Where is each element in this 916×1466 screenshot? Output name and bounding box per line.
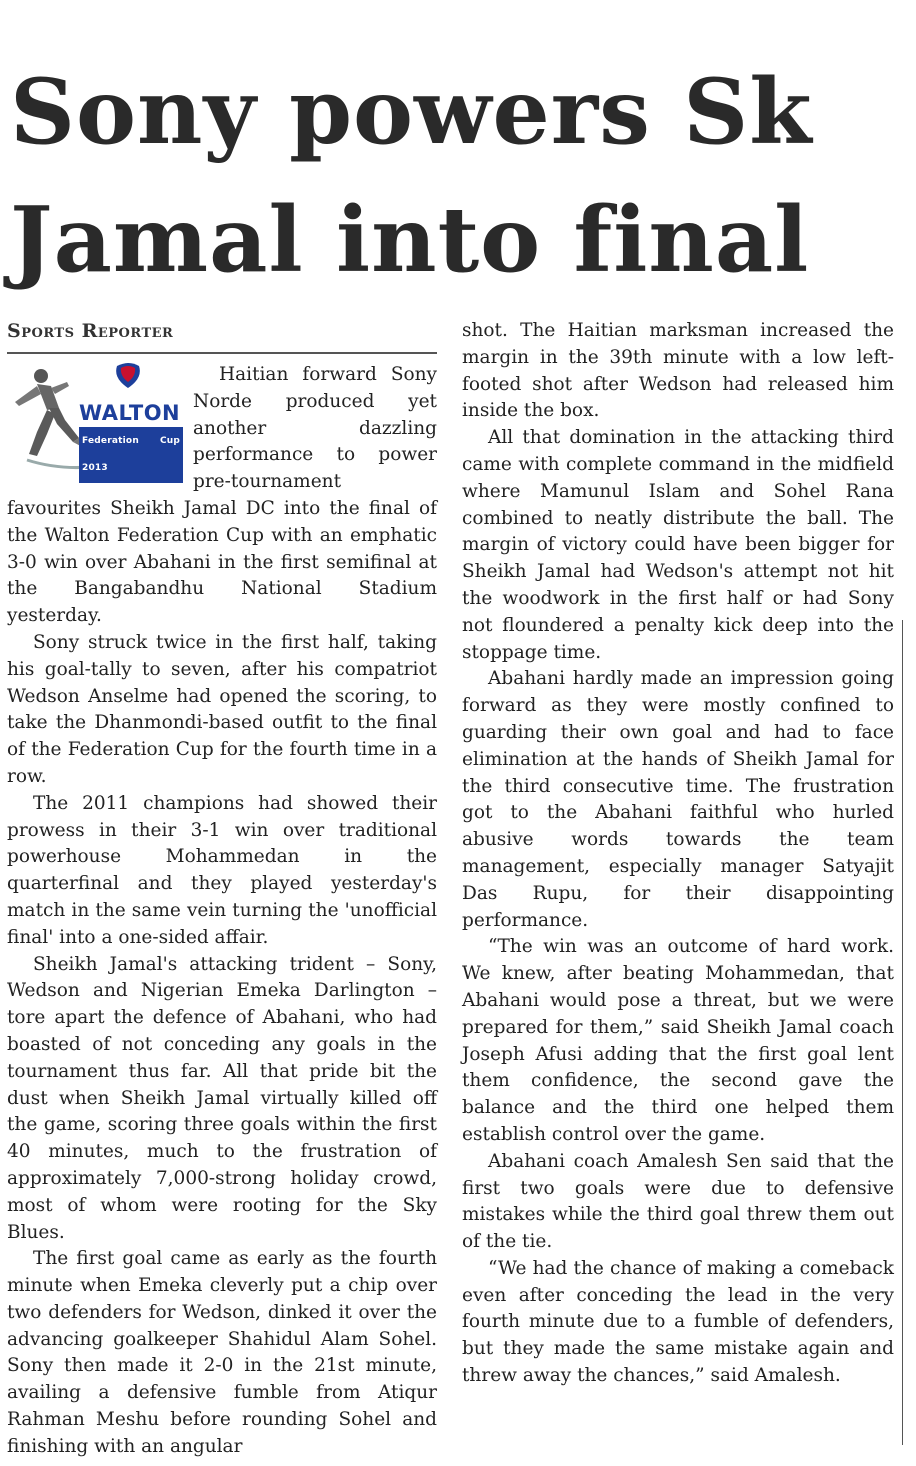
article-column-left <box>7 318 437 1461</box>
headline: Sony powers Sk Jamal into final <box>10 59 813 293</box>
paragraph-4: Sheikh Jamal's attacking trident – Sony, Wedson and Nigerian Emeka Darlington – tore apart the defence of Abahani, who had boasted of not conceding any goals in the tournament thus far. All that pride bit the dust when Sheikh Jamal virtually killed off the game, scoring three goals within the first 40 minutes, much to the frustration of approximately 7,000-strong holiday crowd, most of whom were rooting for the Sky Blues. <box>7 953 437 1243</box>
paragraph-2: Sony struck twice in the first half, taking his goal-tally to seven, after his compatriot Wedson Anselme had opened the scoring, to take the Dhanmondi-based outfit to the final of the Federation Cup for the fourth time in a row. <box>7 631 437 787</box>
paragraph-5-continued: shot. The Haitian marksman increased the margin in the 39th minute with a low left-footed shot after Wedson had released him inside the box. <box>462 320 894 422</box>
walton-federation-cup-logo <box>7 362 183 478</box>
paragraph-7: Abahani hardly made an impression going forward as they were mostly confined to guarding their own goal and had to face elimination at the hands of Sheikh Jamal for the third consecutive time. The frustration got to the Abahani faithful who hurled abusive words towards the team management, especially manager Satyajit Das Rupu, for their disappointing performance. <box>462 668 894 931</box>
byline: Sports Reporter <box>7 318 437 354</box>
paragraph-1: Haitian forward Sony Norde produced yet another dazzling performance to power pre-tournament favourites Sheikh Jamal DC into the final of the Walton Federation Cup with an emphatic 3-0 win over Abahani in the first semifinal at the Bangabandhu National Stadium yesterday. <box>7 364 437 627</box>
column-divider <box>902 620 903 1445</box>
paragraph-8: “The win was an outcome of hard work. We knew, after beating Mohammedan, that Abahani would pose a threat, but we were prepared for them,” said Sheikh Jamal coach Joseph Afusi adding that the first goal lent them confidence, the second gave the balance and the third one helped them establish control over the game. <box>462 936 894 1145</box>
paragraph-3: The 2011 champions had showed their prowess in their 3-1 win over traditional powerhouse Mohammedan in the quarterfinal and they played yesterday's match in the same vein turning the 'unofficial final' into a one-sided affair. <box>7 792 437 948</box>
federation-cup-label: Federation Cup 2013 <box>79 427 183 483</box>
paragraph-9: Abahani coach Amalesh Sen said that the first two goals were due to defensive mistakes while the third goal threw them out of the tie. <box>462 1150 894 1253</box>
paragraph-6: All that domination in the attacking third came with complete command in the midfield where Mamunul Islam and Sohel Rana combined to neatly distribute the ball. The margin of victory could have been bigger for Sheikh Jamal had Wedson's attempt not hit the woodwork in the first half or had Sony not floundered a penalty kick deep into the stoppage time. <box>462 427 894 663</box>
walton-brand-text: WALTON <box>79 401 181 425</box>
paragraph-5: The first goal came as early as the fourth minute when Emeka cleverly put a chip over two defenders for Wedson, dinked it over the advancing goalkeeper Shahidul Alam Sohel. Sony then made it 2-0 in the 21st minute, availing a defensive fumble from Atiqur Rahman Meshu before rounding Sohel and finishing with an angular <box>7 1248 437 1457</box>
paragraph-10: “We had the chance of making a comeback even after conceding the lead in the very fourth minute due to a fumble of defenders, but they made the same mistake again and threw away the chances,” said Amalesh. <box>462 1257 894 1387</box>
article-column-right <box>462 318 894 1390</box>
